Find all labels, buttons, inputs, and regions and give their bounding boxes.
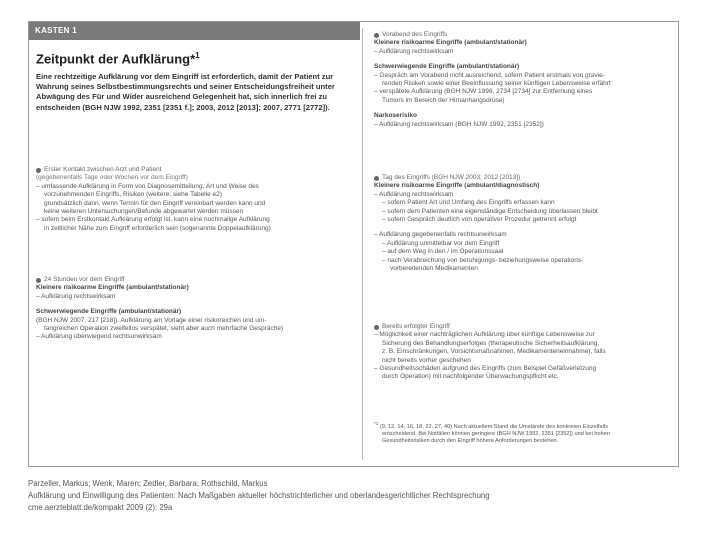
box-title-text: Zeitpunkt der Aufklärung* — [36, 51, 196, 67]
text-line: – umfassende Aufklärung in Form von Diagnosemitteilung, Art und Weise des — [36, 182, 259, 190]
text-line: keine weiteren Untersuchungen/Befunde abgewartet werden müssen — [44, 208, 244, 216]
left-section-first-contact — [36, 166, 356, 233]
bullet-dot-icon — [36, 278, 41, 283]
text-line: – Aufklärung unmittelbar vor dem Eingriff — [382, 239, 500, 247]
footnote-line — [374, 420, 668, 431]
footnote — [374, 420, 668, 445]
text-line: – auf dem Weg in den / im Operationssaal — [382, 248, 504, 256]
footnote-text: (9, 12, 14, 16, 18, 22, 27, 40) Nach aktuellem Stand die Umstände des konkreten Einzelfalls — [379, 423, 608, 430]
text-line: – Aufklärung rechtswirksam — [374, 190, 454, 198]
left-section-24h — [36, 276, 356, 342]
box-intro: Eine rechtzeitige Aufklärung vor dem Eingriff ist erforderlich, damit der Patient zur Wahrung seines Selbstbestimmungsrechts und seiner Entscheidungsfreiheit unter Abwägung des Für und Wider ausreichend Gelegenheit hat, sich innerlich frei zu entscheiden (BGH NJW 1992, 2351 [2351 f.]; 2003, 2012 [2013]; 2007, 2771 [2772]). — [36, 72, 335, 112]
text-line: vorbereitenden Medikamenten — [390, 265, 478, 273]
section-bullet-first-contact — [36, 166, 356, 174]
right-section-day — [374, 174, 668, 273]
text-line: – sofern dem Patienten eine eigenständige Entscheidung überlassen bleibt — [382, 207, 598, 215]
section-heading: Bereits erfolgter Eingriff — [382, 323, 450, 330]
text-line: durch Operation) mit nachfolgender Überwachungspflicht etc. — [382, 373, 559, 381]
text-line: nicht bereits vorher geschehen — [382, 356, 471, 364]
section-bullet-eve — [374, 31, 668, 39]
footnote-line: entscheidend. Bei Notfällen können geringere (BGH NJW 1992, 2351 [2352]) und bei hohen — [382, 430, 610, 437]
text-line: – verspätete Aufklärung (BGH NJW 1998, 2734 [2734] zur Entfernung eines — [374, 88, 593, 96]
footnote-mark: *1 — [374, 421, 379, 426]
subsection-heading: Schwerwiegende Eingriffe (ambulant/stationär) — [374, 63, 520, 71]
bullet-dot-icon — [374, 33, 379, 38]
bullet-dot-icon — [374, 325, 379, 330]
section-heading: Vorabend des Eingriffs — [382, 31, 448, 38]
section-bullet-24h — [36, 276, 356, 284]
citation-source: cme.aerzteblatt.de/kompakt 2009 (2): 29a — [28, 502, 173, 512]
text-line: – sofern Patient Art und Umfang des Eingriffs erfassen kann — [382, 199, 555, 207]
text-line: – Gesundheitsschäden aufgrund des Eingriffs (zum Beispiel Gefäßverletzung — [374, 365, 597, 373]
section-heading: Erster Kontakt zwischen Arzt und Patient — [44, 166, 162, 173]
text-line: z. B. Einschränkungen, Vorsichtsmaßnahmen, Medikamenteneinnahme), falls — [382, 348, 606, 356]
subsection-heading: Narkoserisiko — [374, 112, 417, 120]
text-line: Tumors im Bereich der Hirnanhangsdrüse) — [382, 96, 505, 104]
box-title-mark: 1 — [195, 51, 200, 60]
text-line: in zeitlicher Nähe zum Eingriff erforderlich sein (sogenannte Doppelaufklärung) — [44, 224, 271, 232]
subsection-heading: Kleinere risikoarme Eingriffe (ambulant/stationär) — [36, 284, 189, 292]
text-line: – Aufklärung rechtswirksam (BGH NJW 1992, 2351 [2352]) — [374, 120, 544, 128]
subsection-heading: Schwerwiegende Eingriffe (ambulant/stationär) — [36, 308, 182, 316]
text-line: – Gespräch am Vorabend nicht ausreichend, sofern Patient erstmals von gravie- — [374, 71, 605, 79]
subsection-heading: Kleinere risikoarme Eingriffe (ambulant/diagnostisch) — [374, 182, 540, 190]
section-heading: Tag des Eingriffs (BGH NJW 2003; 2012 [2013]) — [382, 174, 521, 181]
text-line: renden Risiken sowie einer Beeinflussung seiner künftigen Lebensweise erfährt — [382, 80, 611, 88]
bullet-dot-icon — [374, 176, 379, 181]
right-section-after — [374, 323, 668, 382]
text-line: – Möglichkeit einer nachträglichen Aufklärung über künftige Lebensweise zur — [374, 331, 595, 339]
box-label: KASTEN 1 — [35, 26, 77, 35]
text-line: – Aufklärung überwiegend rechtsunwirksam — [36, 333, 162, 341]
section-bullet-day — [374, 174, 668, 182]
bullet-dot-icon — [36, 168, 41, 173]
text-line: Sicherung des Behandlungserfolges (therapeutische Sicherheitsaufklärung, — [382, 339, 600, 347]
text-line: – Aufklärung rechtswirksam — [374, 47, 454, 55]
right-column — [368, 22, 668, 466]
section-subheading: (gegebenenfalls Tage oder Wochen vor dem Eingriff) — [36, 174, 188, 182]
text-line: grundsätzlich dann, wenn Termin für den Eingriff vereinbart werden kann und — [44, 199, 266, 207]
subsection-heading: Kleinere risikoarme Eingriffe (ambulant/stationär) — [374, 39, 527, 47]
text-line: – Aufklärung gegebenenfalls rechtsunwirksam — [374, 231, 507, 239]
text-line: – sofern Gespräch deutlich von operativer Prozedur getrennt erfolgt — [382, 216, 577, 224]
right-section-eve — [374, 31, 668, 129]
text-line: fangreichen Operation zweifellos verspätet, sieht aber auch mehrfache Gespräche) — [44, 325, 284, 333]
text-line: – nach Verabreichung von beruhigungs- beziehungsweise operations- — [382, 256, 584, 264]
text-line: – Aufklärung rechtswirksam — [36, 292, 116, 300]
box-title — [36, 51, 200, 66]
left-column — [29, 22, 360, 466]
text-line: vorzunehmenden Eingriffs, Risiken (weitere, siehe Tabelle e2) — [44, 191, 222, 199]
section-heading: 24 Stunden vor dem Eingriff — [44, 276, 125, 283]
column-divider — [362, 28, 363, 460]
citation-authors: Parzeller, Markus; Wenk, Maren; Zedler, Barbara; Rothschild, Markus — [28, 479, 268, 488]
citation-footer — [28, 478, 708, 513]
text-line: – sofern beim Erstkontakt Aufklärung erfolgt ist, kann eine nochmalige Aufklärung — [36, 216, 270, 224]
citation-title: Aufklärung und Einwilligung des Patienten: Nach Maßgaben aktueller höchstrichterlicher und oberlandesgerichtlicher Rechtsprechung — [28, 490, 490, 500]
text-line: (BGH NJW 2007, 217 [218]). Aufklärung am Vorlage einer risikoreichen und um- — [36, 316, 267, 324]
footnote-line: Gesundheitsrisiken durch den Eingriff höhere Anforderungen bestehen. — [382, 437, 559, 444]
document-box — [28, 21, 679, 467]
section-bullet-after — [374, 323, 668, 331]
